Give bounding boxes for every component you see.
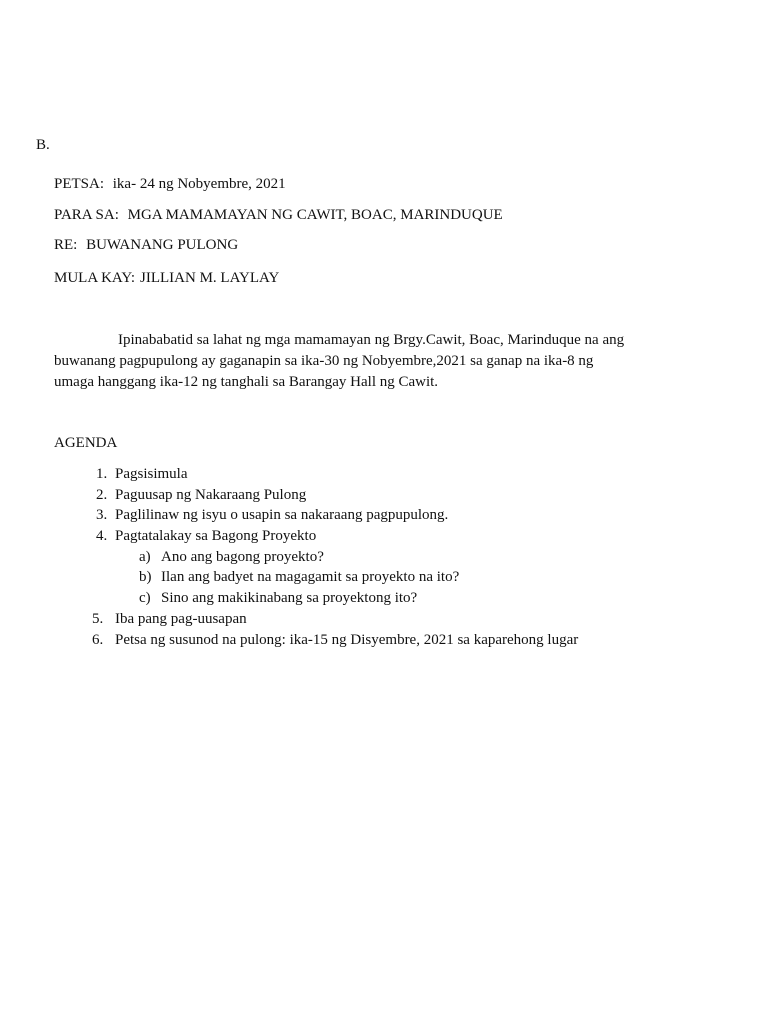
agenda-item-number: 1. (96, 466, 108, 482)
announcement-line: buwanang pagpupulong ay gaganapin sa ika-30 ng Nobyembre,2021 sa ganap na ika-8 ng (54, 353, 594, 369)
mula-kay-value: JILLIAN M. LAYLAY (140, 270, 280, 286)
agenda-item-number: 4. (96, 528, 108, 545)
agenda-item-text: Paglilinaw ng isyu o usapin sa nakaraang pagpupulong. (115, 507, 449, 524)
petsa-label: PETSA: (54, 176, 105, 192)
agenda-item-text: Pagsisimula (115, 466, 188, 482)
re-value: BUWANANG PULONG (82, 237, 239, 253)
agenda-subitem-text: Ilan ang badyet na magagamit sa proyekto na ito? (161, 569, 460, 586)
agenda-item-number: 2. (96, 486, 108, 503)
agenda-title: AGENDA (54, 435, 118, 451)
mula-kay-label: MULA KAY: (54, 270, 135, 286)
agenda-item-text: Pagtatalakay sa Bagong Proyekto (115, 528, 317, 545)
para-sa-label: PARA SA: (54, 207, 119, 223)
agenda-subitem-letter: c) (139, 590, 151, 607)
announcement-line: umaga hanggang ika-12 ng tanghali sa Barangay Hall ng Cawit. (54, 374, 439, 390)
re-label: RE: (54, 237, 78, 253)
agenda-subitem-text: Ano ang bagong proyekto? (161, 548, 324, 565)
agenda-item-text: Iba pang pag-uusapan (115, 610, 247, 627)
header-para-sa (54, 206, 503, 224)
header-petsa (54, 175, 286, 193)
agenda-item-number: 6. (92, 631, 104, 648)
agenda-item-number: 5. (92, 610, 104, 627)
agenda-item-number: 3. (96, 507, 108, 524)
announcement-paragraph (54, 330, 694, 393)
petsa-value: ika- 24 ng Nobyembre, 2021 (109, 176, 286, 192)
announcement-line: Ipinababatid sa lahat ng mga mamamayan ng Brgy.Cawit, Boac, Marinduque na ang (118, 332, 625, 348)
para-sa-value: MGA MAMAMAYAN NG CAWIT, BOAC, MARINDUQUE (123, 207, 503, 223)
header-mula-kay (54, 269, 279, 287)
section-letter: B. (36, 137, 50, 153)
agenda-subitem-text: Sino ang makikinabang sa proyektong ito? (161, 590, 418, 607)
agenda-subitem-letter: a) (139, 548, 151, 565)
agenda-item-text: Petsa ng susunod na pulong: ika-15 ng Disyembre, 2021 sa kaparehong lugar (115, 631, 579, 648)
agenda-item-text: Paguusap ng Nakaraang Pulong (115, 486, 307, 503)
header-re (54, 236, 238, 254)
agenda-subitem-letter: b) (139, 569, 152, 586)
